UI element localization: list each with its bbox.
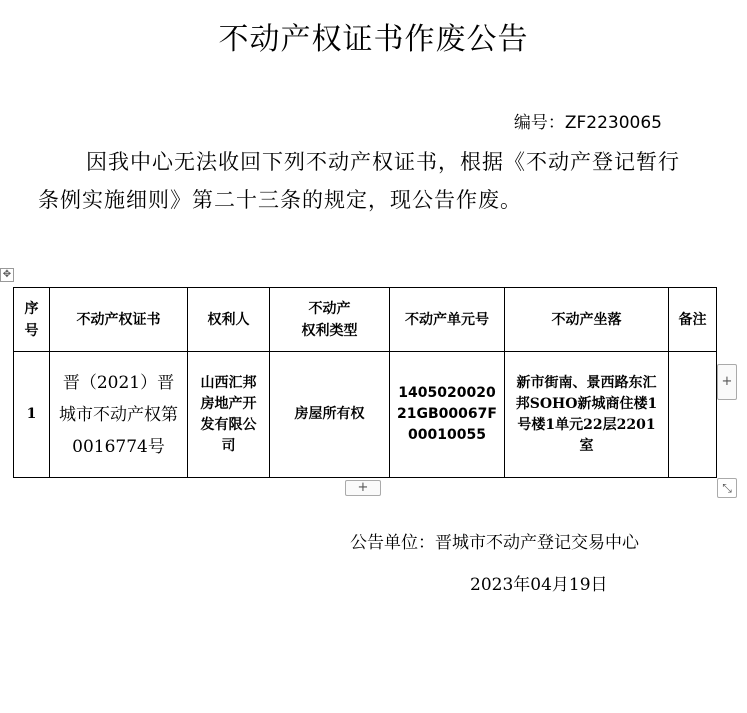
header-owner: 权利人 [188, 288, 270, 352]
announcement-date: 2023年04月19日 [470, 575, 608, 595]
cell-owner[interactable]: 山西汇邦房地产开发有限公司 [188, 352, 270, 478]
table-move-icon[interactable]: ✥ [0, 268, 14, 282]
cell-type[interactable]: 房屋所有权 [270, 352, 390, 478]
header-note: 备注 [669, 288, 717, 352]
header-location: 不动产坐落 [505, 288, 669, 352]
announcement-paragraph [38, 143, 688, 219]
table-header-row [14, 288, 717, 352]
announcement-text: 因我中心无法收回下列不动产权证书，根据《不动产登记暂行条例实施细则》第二十三条的规定，现公告作废。 [38, 150, 680, 212]
table-row [14, 352, 717, 478]
header-type-line2: 权利类型 [301, 322, 358, 339]
cell-note[interactable] [669, 352, 717, 478]
issuing-unit: 公告单位：晋城市不动产登记交易中心 [350, 533, 639, 553]
certificate-table [13, 287, 717, 478]
cell-unit[interactable]: 140502002021GB00067F00010055 [390, 352, 505, 478]
header-seq: 序号 [14, 288, 50, 352]
header-unit: 不动产单元号 [390, 288, 505, 352]
cell-cert[interactable]: 晋（2021）晋城市不动产权第0016774号 [50, 352, 188, 478]
add-row-button[interactable]: + [345, 480, 381, 496]
document-title: 不动产权证书作废公告 [218, 22, 529, 57]
add-column-button[interactable]: + [717, 364, 737, 400]
cell-seq[interactable]: 1 [14, 352, 50, 478]
table-resize-icon[interactable]: ⤡ [717, 478, 737, 498]
cell-location[interactable]: 新市街南、景西路东汇邦SOHO新城商住楼1号楼1单元22层2201室 [505, 352, 669, 478]
header-cert: 不动产权证书 [50, 288, 188, 352]
document-number: 编号：ZF2230065 [513, 113, 662, 133]
header-type-line1: 不动产 [308, 300, 351, 317]
header-type [270, 288, 390, 352]
